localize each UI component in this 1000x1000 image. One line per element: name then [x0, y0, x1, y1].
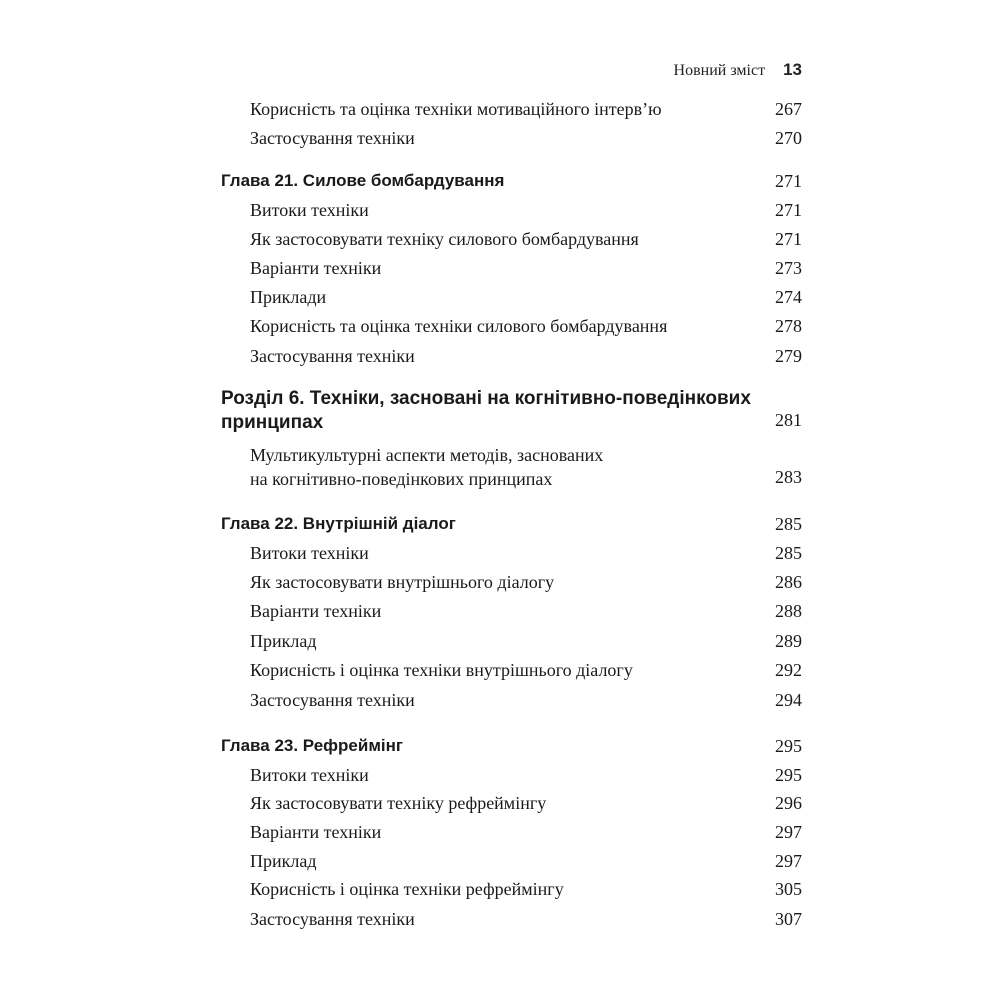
toc-entry-title: Витоки техніки — [250, 765, 369, 785]
chapter-page: 285 — [775, 514, 802, 534]
toc-entry-title: Приклади — [250, 287, 327, 307]
toc-entry-title: Як застосовувати техніку силового бомбардування — [250, 229, 639, 249]
toc-entry-title: Витоки техніки — [250, 543, 369, 563]
running-header-title: Новний зміст — [673, 62, 766, 79]
toc-entry-page: 297 — [775, 851, 802, 871]
toc-entry-page: 295 — [775, 765, 802, 785]
toc-entry-page: 279 — [775, 346, 802, 366]
toc-entry-title: Витоки техніки — [250, 200, 369, 220]
running-header — [674, 60, 802, 80]
chapter-page: 295 — [775, 736, 802, 756]
toc-entry-page: 278 — [775, 316, 802, 336]
toc-entry-page: 274 — [775, 287, 802, 307]
toc-entry-page: 292 — [775, 660, 802, 680]
toc-entry-title: Корисність і оцінка техніки рефреймінгу — [250, 879, 564, 899]
toc-entry-title-line2: на когнітивно-поведінкових принципах — [250, 469, 553, 489]
toc-entry-title: Корисність і оцінка техніки внутрішнього діалогу — [250, 660, 633, 680]
section-title-line1: Розділ 6. Техніки, засновані на когнітивно-поведінкових — [221, 388, 751, 409]
toc-entry-title: Варіанти техніки — [250, 258, 382, 278]
page-number: 13 — [783, 60, 802, 79]
toc-entry-page: 307 — [775, 909, 802, 929]
chapter-title: Глава 23. Рефреймінг — [221, 736, 403, 755]
section-page: 281 — [775, 410, 802, 430]
toc-entry-page: 296 — [775, 793, 802, 813]
toc-entry-title: Застосування техніки — [250, 690, 415, 710]
toc-entry-title: Варіанти техніки — [250, 601, 382, 621]
toc-entry-page: 283 — [775, 467, 802, 487]
section-title-line2: принципах — [221, 412, 324, 433]
toc-entry-page: 297 — [775, 822, 802, 842]
toc-entry-page: 271 — [775, 229, 802, 249]
chapter-title: Глава 21. Силове бомбардування — [221, 171, 505, 190]
chapter-title: Глава 22. Внутрішній діалог — [221, 514, 456, 533]
toc-entry-title: Як застосовувати внутрішнього діалогу — [250, 572, 555, 592]
toc-entry-title: Приклад — [250, 851, 317, 871]
toc-entry-title-line1: Мультикультурні аспекти методів, заснованих — [250, 445, 604, 465]
toc-entry-title: Застосування техніки — [250, 128, 415, 148]
section-title — [221, 387, 751, 435]
toc-entry-page: 288 — [775, 601, 802, 621]
toc-entry-title — [250, 443, 603, 491]
toc-entry-page: 267 — [775, 99, 802, 119]
toc-entry-title: Корисність та оцінка техніки силового бомбардування — [250, 316, 668, 336]
toc-entry-title: Як застосовувати техніку рефреймінгу — [250, 793, 547, 813]
toc-entry-page: 294 — [775, 690, 802, 710]
toc-entry-title: Корисність та оцінка техніки мотиваційного інтерв’ю — [250, 99, 662, 119]
toc-entry-page: 271 — [775, 200, 802, 220]
toc-entry-title: Варіанти техніки — [250, 822, 382, 842]
toc-entry-page: 286 — [775, 572, 802, 592]
toc-entry-title: Приклад — [250, 631, 317, 651]
toc-entry-page: 270 — [775, 128, 802, 148]
toc-entry-page: 273 — [775, 258, 802, 278]
toc-entry-page: 289 — [775, 631, 802, 651]
toc-entry-page: 305 — [775, 879, 802, 899]
chapter-page: 271 — [775, 171, 802, 191]
toc-entry-page: 285 — [775, 543, 802, 563]
toc-entry-title: Застосування техніки — [250, 346, 415, 366]
toc-entry-title: Застосування техніки — [250, 909, 415, 929]
